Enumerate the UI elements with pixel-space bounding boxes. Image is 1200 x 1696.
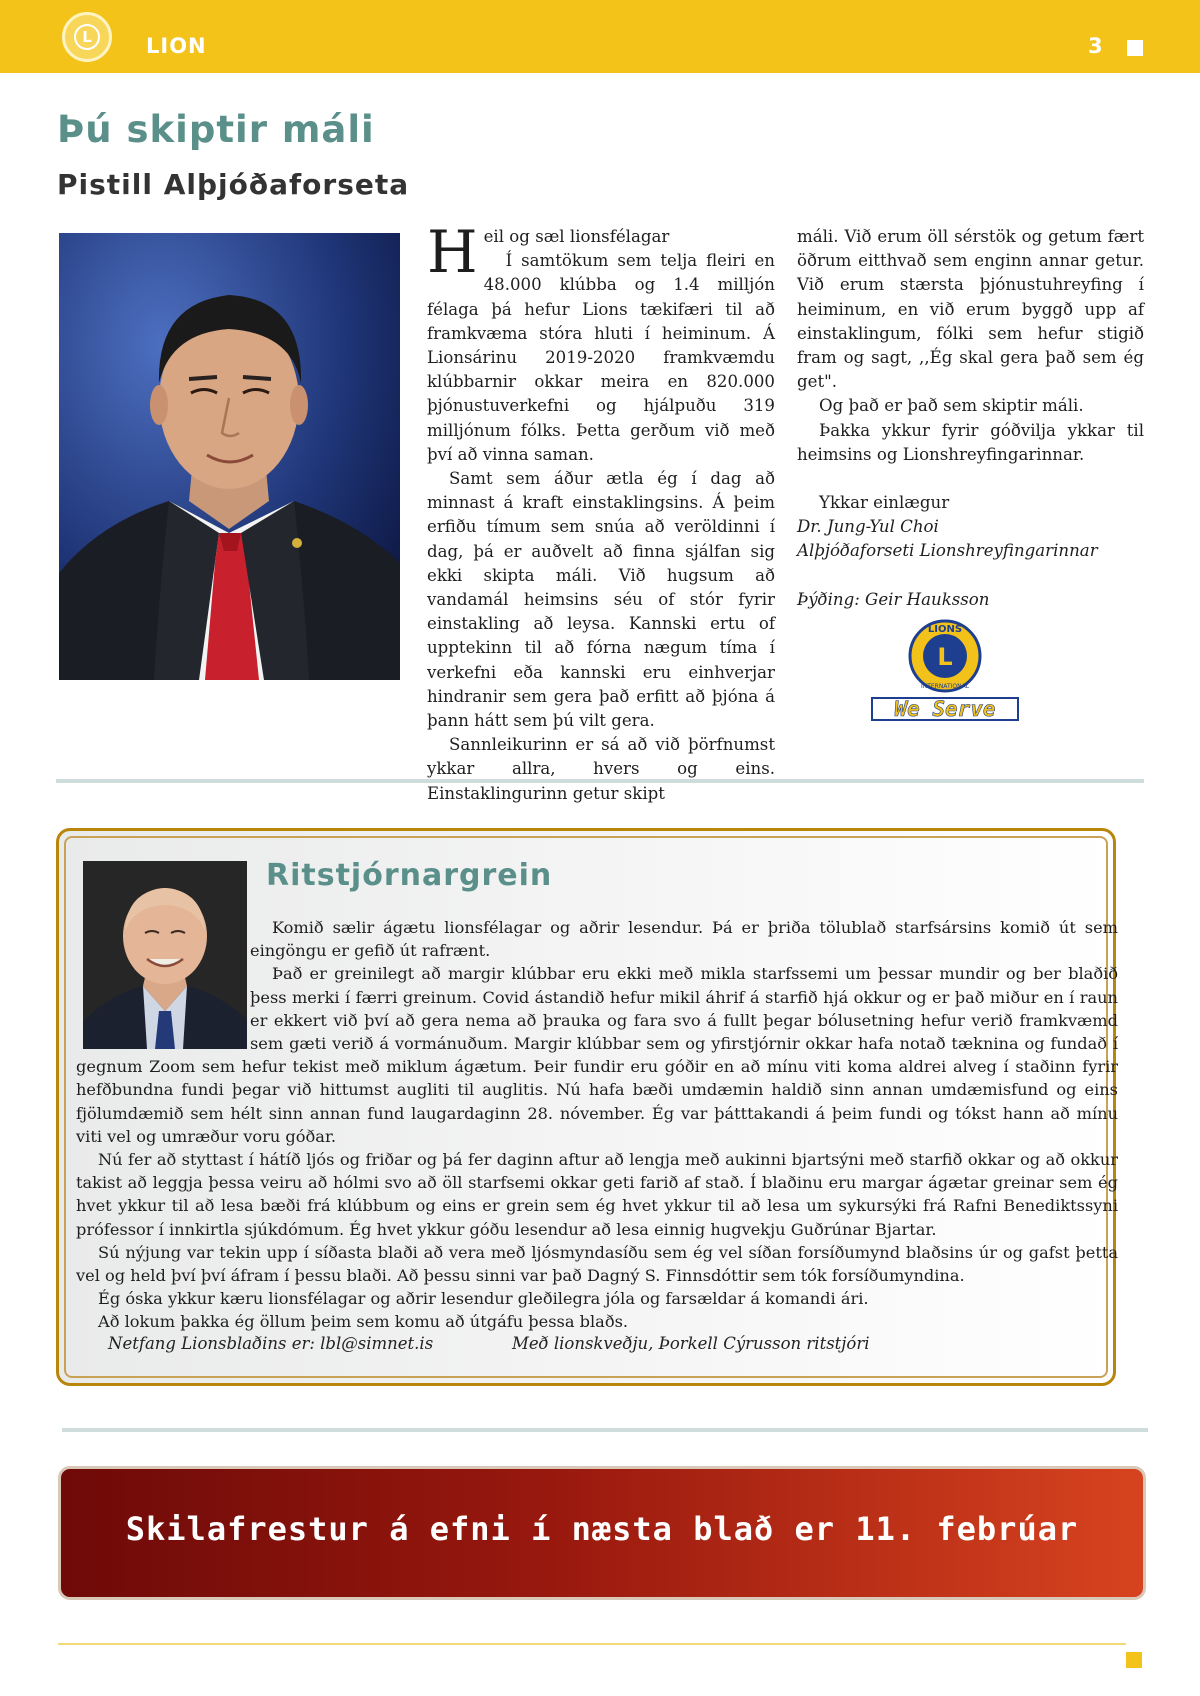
lions-logo-letter: L bbox=[74, 24, 100, 50]
author-title: Alþjóðaforseti Lionshreyfingarinnar bbox=[797, 541, 1098, 561]
page-number: 3 bbox=[1088, 34, 1103, 58]
deadline-text: Skilafrestur á efni í næsta blað er 11. febrúar bbox=[125, 1510, 1079, 1548]
section-divider bbox=[56, 779, 1144, 783]
article-title: Þú skiptir máli bbox=[57, 108, 375, 151]
author-name: Dr. Jung-Yul Choi bbox=[797, 517, 939, 537]
emblem-top-text: LIONS bbox=[927, 624, 963, 635]
emblem-letter: L bbox=[937, 643, 953, 671]
section-divider bbox=[62, 1428, 1148, 1432]
closing: Ykkar einlægur bbox=[819, 493, 950, 513]
lions-logo-icon bbox=[62, 12, 112, 62]
editorial-paragraph: Að lokum þakka ég öllum þeim sem komu að útgáfu þessa blaðs. bbox=[98, 1312, 629, 1332]
we-serve-text: We Serve bbox=[894, 697, 996, 721]
text-wrap-spacer bbox=[76, 916, 250, 1048]
header-square-icon bbox=[1127, 40, 1143, 56]
footer-line bbox=[58, 1643, 1126, 1645]
paragraph: Samt sem áður ætla ég í dag að minnast á kraft einstaklingsins. Á þeim erfiðu tímum sem snúa að veröldinni í dag, þá er auðvelt að finna sjálfan sig ekki skipta máli. Við hugsum að vandamál heimsins séu of stór fyrir einstakling að leysa. Kannski ertu of upptekinn til að fórna nægum tíma í verkefni eða kannski eru einhverjar hindranir sem gera það erfitt að þjóna á þann hátt sem þú vilt gera. bbox=[427, 469, 775, 731]
we-serve-emblem bbox=[870, 618, 1020, 722]
emblem-bottom-text: INTERNATIONAL bbox=[920, 683, 970, 690]
editorial-text bbox=[76, 916, 1118, 1334]
article-column-1 bbox=[427, 218, 775, 806]
editorial-paragraph: Ég óska ykkur kæru lionsfélagar og aðrir lesendur gleðilegra jóla og farsældar á komandi ári. bbox=[98, 1289, 869, 1309]
greeting: eil og sæl lionsfélagar bbox=[483, 227, 670, 246]
editorial-email: Netfang Lionsblaðins er: lbl@simnet.is bbox=[108, 1334, 434, 1353]
editorial-signature: Með lionskveðju, Þorkell Cýrusson ritstjóri bbox=[512, 1334, 870, 1353]
footer-square-icon bbox=[1126, 1652, 1142, 1668]
translator: Þýðing: Geir Hauksson bbox=[797, 589, 990, 609]
header-bar bbox=[0, 0, 1200, 73]
deadline-banner bbox=[58, 1466, 1146, 1600]
paragraph: Í samtökum sem telja fleiri en 48.000 klúbba og 1.4 milljón félaga þá hefur Lions tækifæri til að framkvæma stóra hluti í heiminum. Á Lionsárinu 2019-2020 framkvæmdu klúbbarnir okkar meira en 820.000 þjónustuverkefni og hjálpuðu 319 milljónum fólks. Þetta gerðum við með því að vinna saman. bbox=[427, 251, 775, 464]
paragraph: Og það er það sem skiptir máli. bbox=[819, 396, 1084, 416]
drop-cap: H bbox=[427, 218, 478, 286]
editorial-paragraph: Komið sælir ágætu lionsfélagar og aðrir lesendur. Þá er þriða tölublað starfsársins komið út sem eingöngu er gefið út rafrænt. bbox=[250, 918, 1118, 961]
article-column-2 bbox=[797, 225, 1144, 612]
spacer bbox=[797, 564, 1144, 588]
magazine-brand: LION bbox=[146, 34, 207, 58]
editorial-box bbox=[56, 828, 1116, 1386]
article-subtitle: Pistill Alþjóðaforseta bbox=[57, 168, 410, 201]
editorial-title: Ritstjórnargrein bbox=[266, 858, 553, 893]
editorial-paragraph: Sú nýjung var tekin upp í síðasta blaði að vera með ljósmyndasíðu sem ég vel síðan forsíðumynd blaðsins úr og gafst þetta vel og held því því áfram í þessu blaði. Að þessu sinni var það Dagný S. Finnsdóttir sem tók forsíðumyndina. bbox=[76, 1242, 1118, 1286]
spacer bbox=[797, 467, 1144, 491]
paragraph: Sannleikurinn er sá að við þörfnumst ykkar allra, hvers og eins. Einstaklingurinn getur skipt bbox=[427, 735, 775, 803]
paragraph: Þakka ykkur fyrir góðvilja ykkar til heimsins og Lionshreyfingarinnar. bbox=[797, 420, 1144, 464]
president-portrait bbox=[59, 233, 400, 680]
editorial-paragraph: Það er greinilegt að margir klúbbar eru ekki með mikla starfssemi um þessar mundir og ber blaðið þess merki í færri greinum. Covid ástandið hefur mikil áhrif á starfið hjá okkur og er það miður en í raun er ekkert við því að gera nema að þrauka og fara svo á fullt þegar bólusetning hefur verið framkvæmd sem gæti verið á vormánuðum. Margir klúbbar sem og yfirstjórnir okkar hafa notað tæknina og fundað í gegnum Zoom sem hefur tekist með miklum ágætum. Þeir fundir eru góðir en að mínu viti koma aldrei alveg í staðinn fyrir hefðbundna fundi þegar við hittumst augliti til auglitis. Nú hafa bæði umdæmin haldið sinn annan umdæmisfund og eins fjölumdæmið sem hélt sinn annan fund laugardaginn 28. nóvember. Ég var þátttakandi á þeim fundi og tókst hann að mínu viti vel og umræður voru góðar. bbox=[76, 964, 1118, 1146]
paragraph: máli. Við erum öll sérstök og getum fært öðrum eitthvað sem enginn annar getur. Við erum stærsta þjónustuhreyfing í heiminum, en við erum byggð upp af einstaklingum, fólki sem hefur stigið fram og sagt, ,,Ég skal gera það sem ég get". bbox=[797, 227, 1144, 392]
editorial-paragraph: Nú fer að styttast í hátíð ljós og friðar og þá fer daginn aftur að lengja með aukinni bjartsýni með starfið okkar og að okkur takist að leggja þessa veiru að hólmi svo að öll starfsemi okkar geti farið af stað. Í blaðinu eru margar ágætar greinar sem ég hvet ykkur til að lesa bæði frá klúbbum og eins er grein sem ég hvet ykkur til að lesa um sykursýki frá Rafni Benediktssyni prófessor í innkirtla sjúkdómum. Ég hvet ykkur góðu lesendur að lesa einnig hugvekju Guðrúnar Bjartar. bbox=[76, 1150, 1118, 1239]
